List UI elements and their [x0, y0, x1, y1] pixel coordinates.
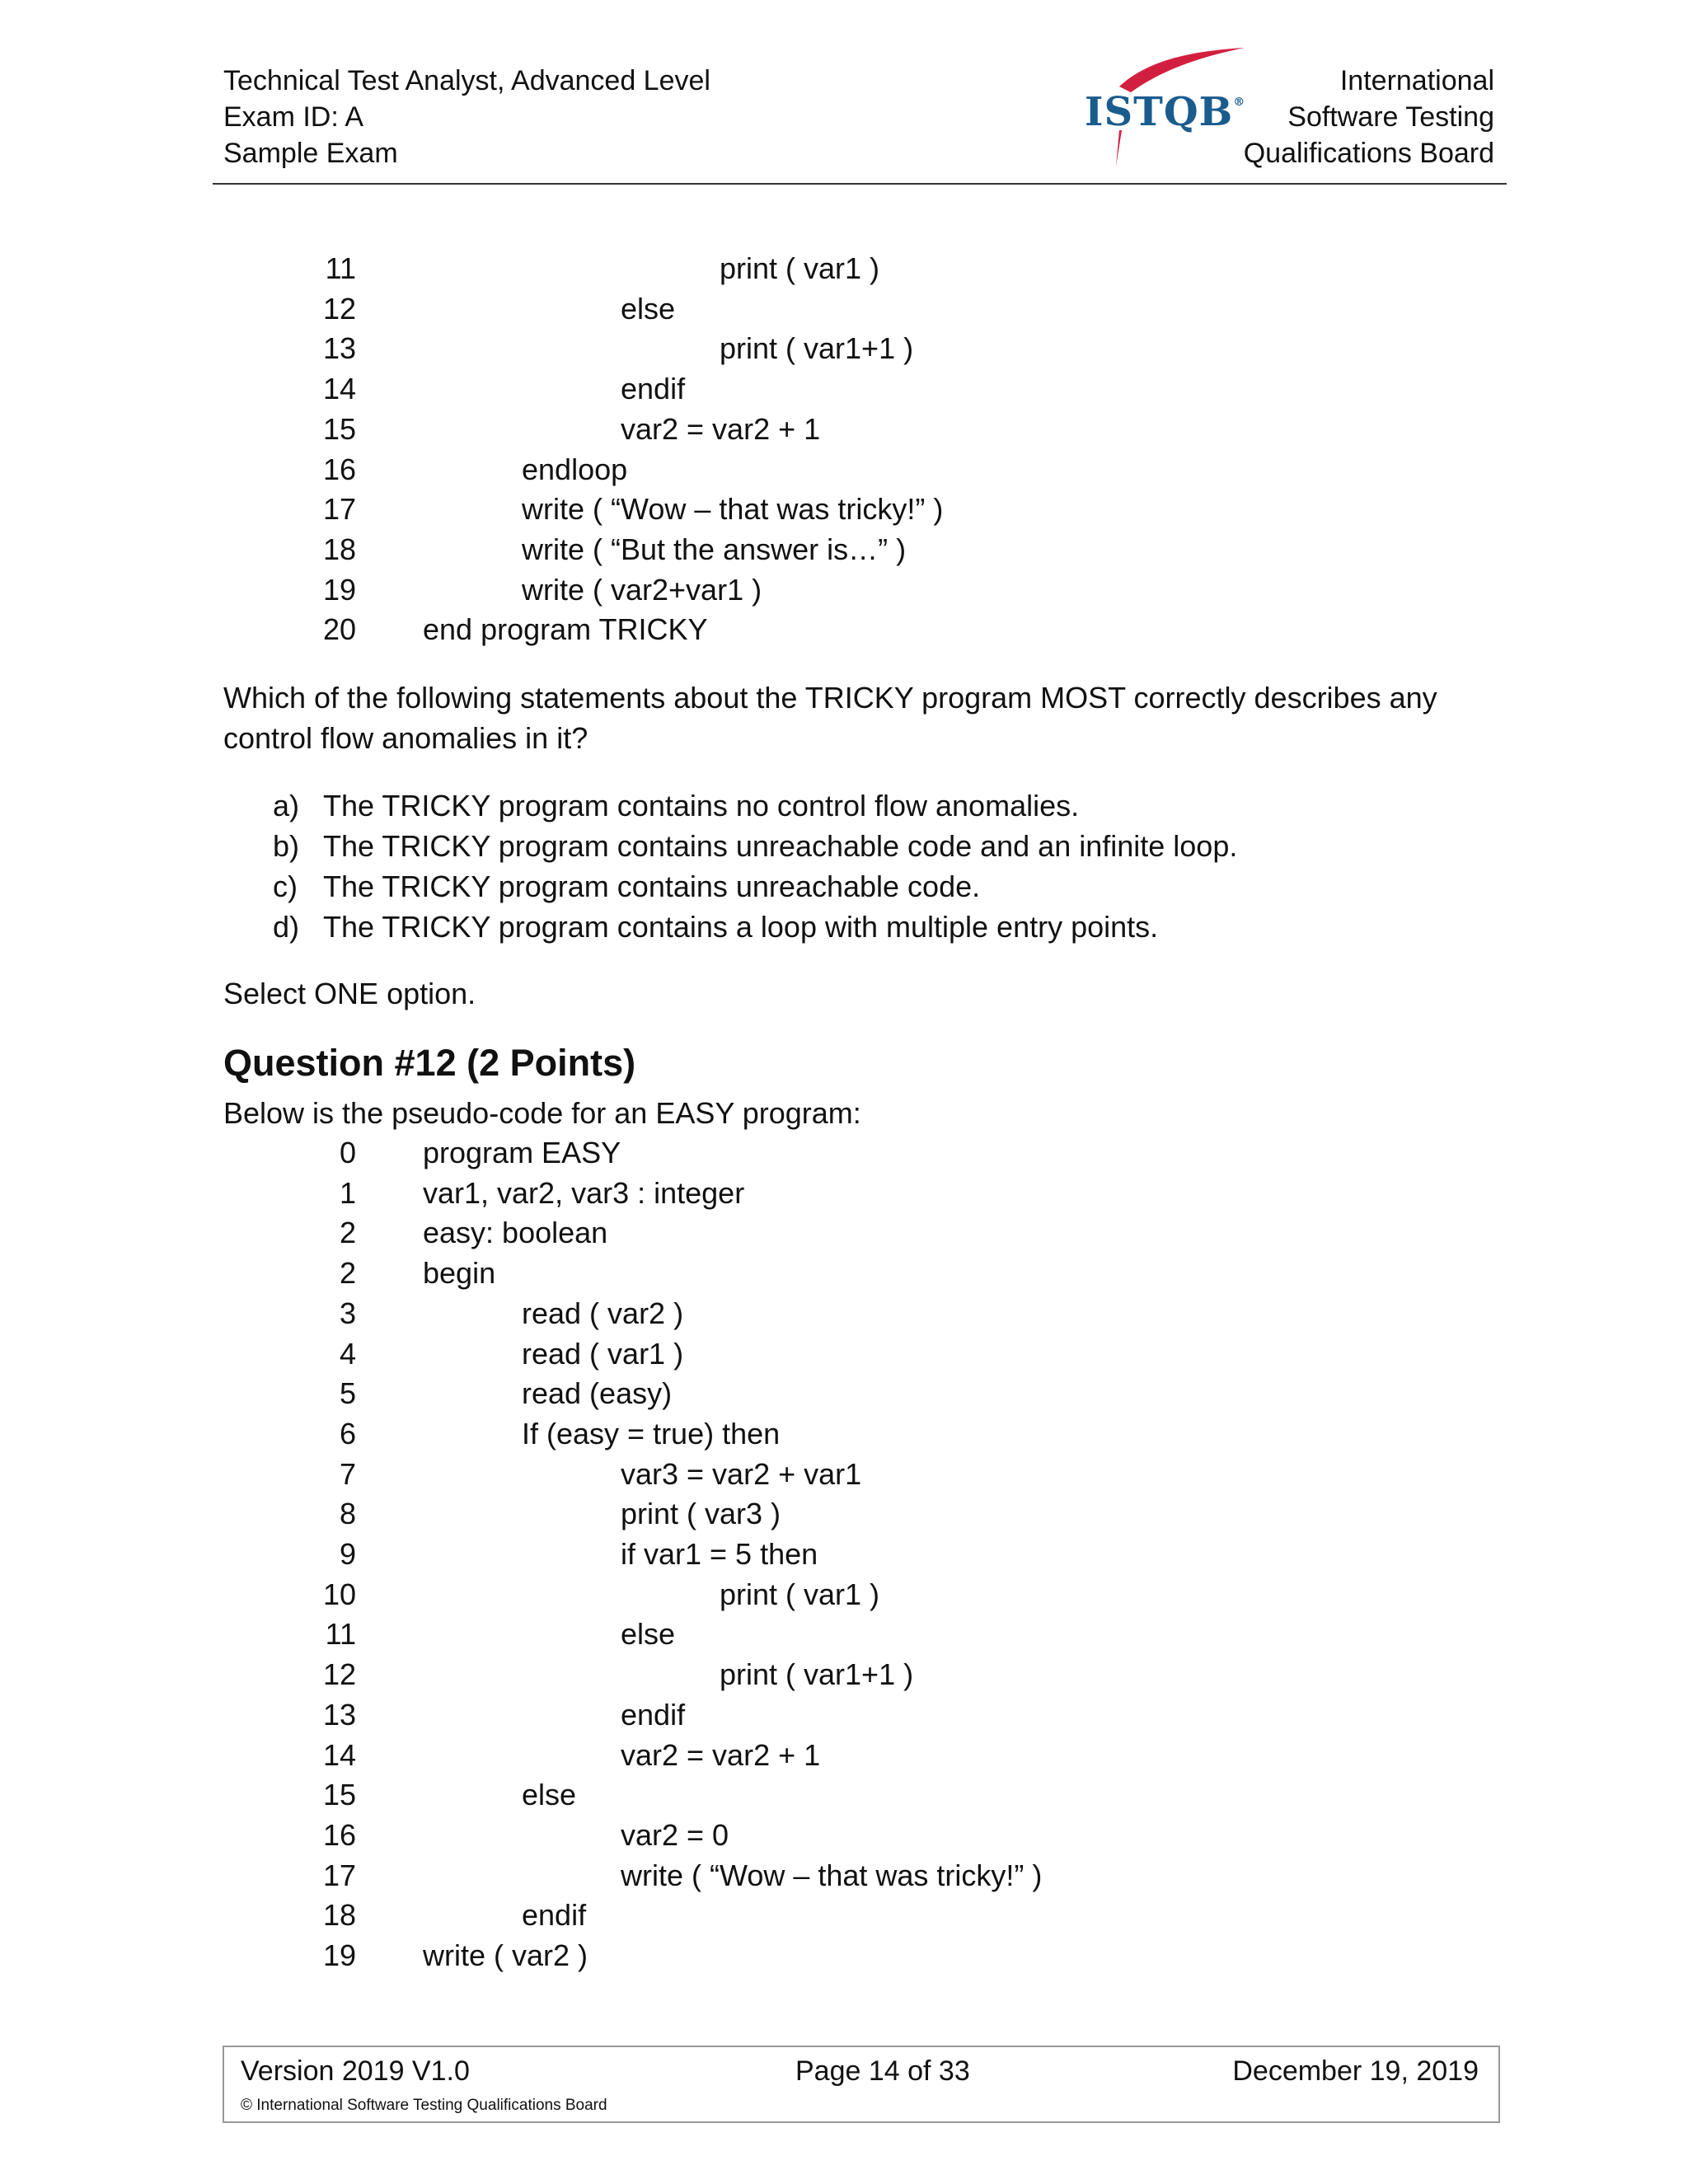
header-org-line-1: International [1339, 65, 1494, 96]
code-text: read ( var2 ) [522, 1296, 684, 1330]
line-number: 17 [322, 1858, 356, 1892]
code-text: else [621, 291, 676, 326]
code-line [0, 449, 1688, 490]
line-number: 14 [322, 1737, 356, 1772]
code-text: write ( “Wow – that was tricky!” ) [621, 1858, 1043, 1892]
code-text: print ( var3 ) [621, 1497, 781, 1531]
option-d [0, 907, 1319, 947]
question-11-instruction: Select ONE option. [223, 977, 476, 1010]
question-11-stem: Which of the following statements about the TRICKY program MOST correctly describes any control flow anomalies in it? [223, 681, 1437, 755]
code-line [0, 1253, 1688, 1293]
code-text: var1, var2, var3 : integer [423, 1175, 745, 1210]
option-letter: b) [273, 829, 300, 863]
line-number: 2 [339, 1256, 356, 1291]
line-number: 10 [322, 1577, 356, 1611]
code-line [0, 1413, 1688, 1454]
code-text: If (easy = true) then [522, 1416, 781, 1451]
line-number: 19 [322, 572, 356, 607]
header-left [223, 63, 710, 171]
footer-page-number: Page 14 of 33 [795, 2055, 970, 2087]
line-number: 16 [322, 452, 356, 486]
code-line [0, 569, 1688, 610]
code-text: write ( “Wow – that was tricky!” ) [522, 492, 944, 527]
registered-mark: ® [1233, 96, 1246, 109]
code-text: begin [423, 1256, 496, 1291]
line-number: 13 [322, 1697, 356, 1732]
option-text: The TRICKY program contains unreachable code. [323, 869, 981, 903]
code-text: var2 = var2 + 1 [621, 1737, 821, 1772]
code-text: end program TRICKY [423, 612, 708, 647]
code-text: read ( var1 ) [522, 1336, 684, 1371]
line-number: 15 [322, 411, 356, 446]
option-text: The TRICKY program contains a loop with multiple entry points. [323, 910, 1159, 944]
code-line [0, 1173, 1688, 1213]
code-text: endloop [522, 452, 628, 486]
header-title: Technical Test Analyst, Advanced Level [223, 65, 710, 96]
option-b [0, 826, 1319, 866]
line-number: 8 [339, 1497, 356, 1531]
line-number: 18 [322, 1898, 356, 1933]
line-number: 5 [339, 1376, 356, 1411]
code-text: endif [522, 1898, 587, 1933]
code-text: else [522, 1778, 577, 1812]
code-line [0, 1454, 1688, 1494]
code-line [0, 1654, 1688, 1694]
header-right [1244, 63, 1494, 171]
code-line [0, 1614, 1688, 1654]
code-line [0, 1694, 1688, 1735]
code-line [0, 609, 1688, 649]
line-number: 12 [322, 1657, 356, 1692]
code-text: print ( var1+1 ) [720, 1657, 914, 1692]
code-line [0, 409, 1688, 449]
code-text: endif [621, 372, 686, 406]
code-text: read (easy) [522, 1376, 673, 1411]
line-number: 0 [339, 1136, 356, 1169]
header-exam-id: Exam ID: A [223, 101, 364, 133]
code-text: print ( var1 ) [720, 251, 880, 285]
page-footer [223, 2046, 1500, 2123]
code-line [0, 1574, 1688, 1615]
line-number: 1 [339, 1175, 356, 1210]
line-number: 20 [322, 612, 356, 647]
option-text: The TRICKY program contains no control flow anomalies. [323, 789, 1080, 823]
code-text: print ( var1 ) [720, 1577, 880, 1611]
code-line [0, 1815, 1688, 1855]
code-line [0, 1493, 1688, 1534]
line-number: 4 [339, 1336, 356, 1371]
line-number: 3 [339, 1296, 356, 1330]
code-text: write ( var2 ) [423, 1938, 588, 1972]
code-line [0, 1373, 1688, 1413]
code-line [0, 1534, 1688, 1574]
code-line [0, 489, 1688, 529]
code-line [0, 1935, 1688, 1975]
code-text: print ( var1+1 ) [720, 331, 914, 366]
line-number: 9 [339, 1537, 356, 1571]
code-text: write ( var2+var1 ) [522, 572, 762, 607]
code-line [0, 248, 1688, 288]
question-12-intro: Below is the pseudo-code for an EASY program: [223, 1096, 861, 1130]
code-text: var3 = var2 + var1 [621, 1456, 862, 1491]
line-number: 13 [322, 331, 356, 366]
code-text: easy: boolean [423, 1216, 608, 1250]
code-line [0, 368, 1688, 409]
option-text: The TRICKY program contains unreachable code and an infinite loop. [323, 829, 1238, 863]
code-line [0, 1132, 1688, 1173]
code-text: else [621, 1617, 676, 1652]
code-line [0, 1774, 1688, 1815]
header-org-line-3: Qualifications Board [1243, 138, 1494, 169]
code-line [0, 1855, 1688, 1896]
code-text: write ( “But the answer is…” ) [522, 532, 907, 566]
line-number: 7 [339, 1456, 356, 1491]
code-text: program EASY [423, 1136, 621, 1169]
line-number: 2 [339, 1216, 356, 1250]
code-line [0, 1735, 1688, 1775]
line-number: 6 [339, 1416, 356, 1451]
option-letter: a) [273, 789, 300, 823]
code-text: var2 = 0 [621, 1817, 729, 1852]
line-number: 12 [322, 291, 356, 326]
line-number: 19 [322, 1938, 356, 1972]
code-line [0, 529, 1688, 569]
option-a [0, 785, 1319, 826]
header-divider [213, 183, 1507, 185]
header-org-line-2: Software Testing [1287, 101, 1494, 133]
option-c [0, 866, 1319, 907]
option-letter: d) [273, 910, 300, 944]
footer-copyright: © International Software Testing Qualifications Board [241, 2097, 607, 2114]
line-number: 11 [325, 1617, 356, 1652]
header-doc-type: Sample Exam [223, 138, 398, 169]
line-number: 16 [322, 1817, 356, 1852]
question-12-title: Question #12 (2 Points) [223, 1042, 636, 1084]
istqb-logo-text: ISTQB [1085, 89, 1234, 135]
code-line [0, 1212, 1688, 1253]
code-text: endif [621, 1697, 686, 1732]
line-number: 11 [325, 251, 356, 285]
code-line [0, 1293, 1688, 1333]
istqb-logo [1085, 89, 1245, 135]
code-line [0, 1333, 1688, 1374]
footer-date: December 19, 2019 [1232, 2055, 1479, 2087]
line-number: 14 [322, 372, 356, 406]
code-line [0, 1895, 1688, 1935]
code-line [0, 328, 1688, 368]
code-text: if var1 = 5 then [621, 1537, 818, 1571]
code-line [0, 288, 1688, 329]
option-letter: c) [273, 869, 298, 903]
line-number: 18 [322, 532, 356, 566]
code-text: var2 = var2 + 1 [621, 411, 821, 446]
line-number: 15 [322, 1778, 356, 1812]
line-number: 17 [322, 492, 356, 527]
footer-version: Version 2019 V1.0 [241, 2055, 470, 2087]
